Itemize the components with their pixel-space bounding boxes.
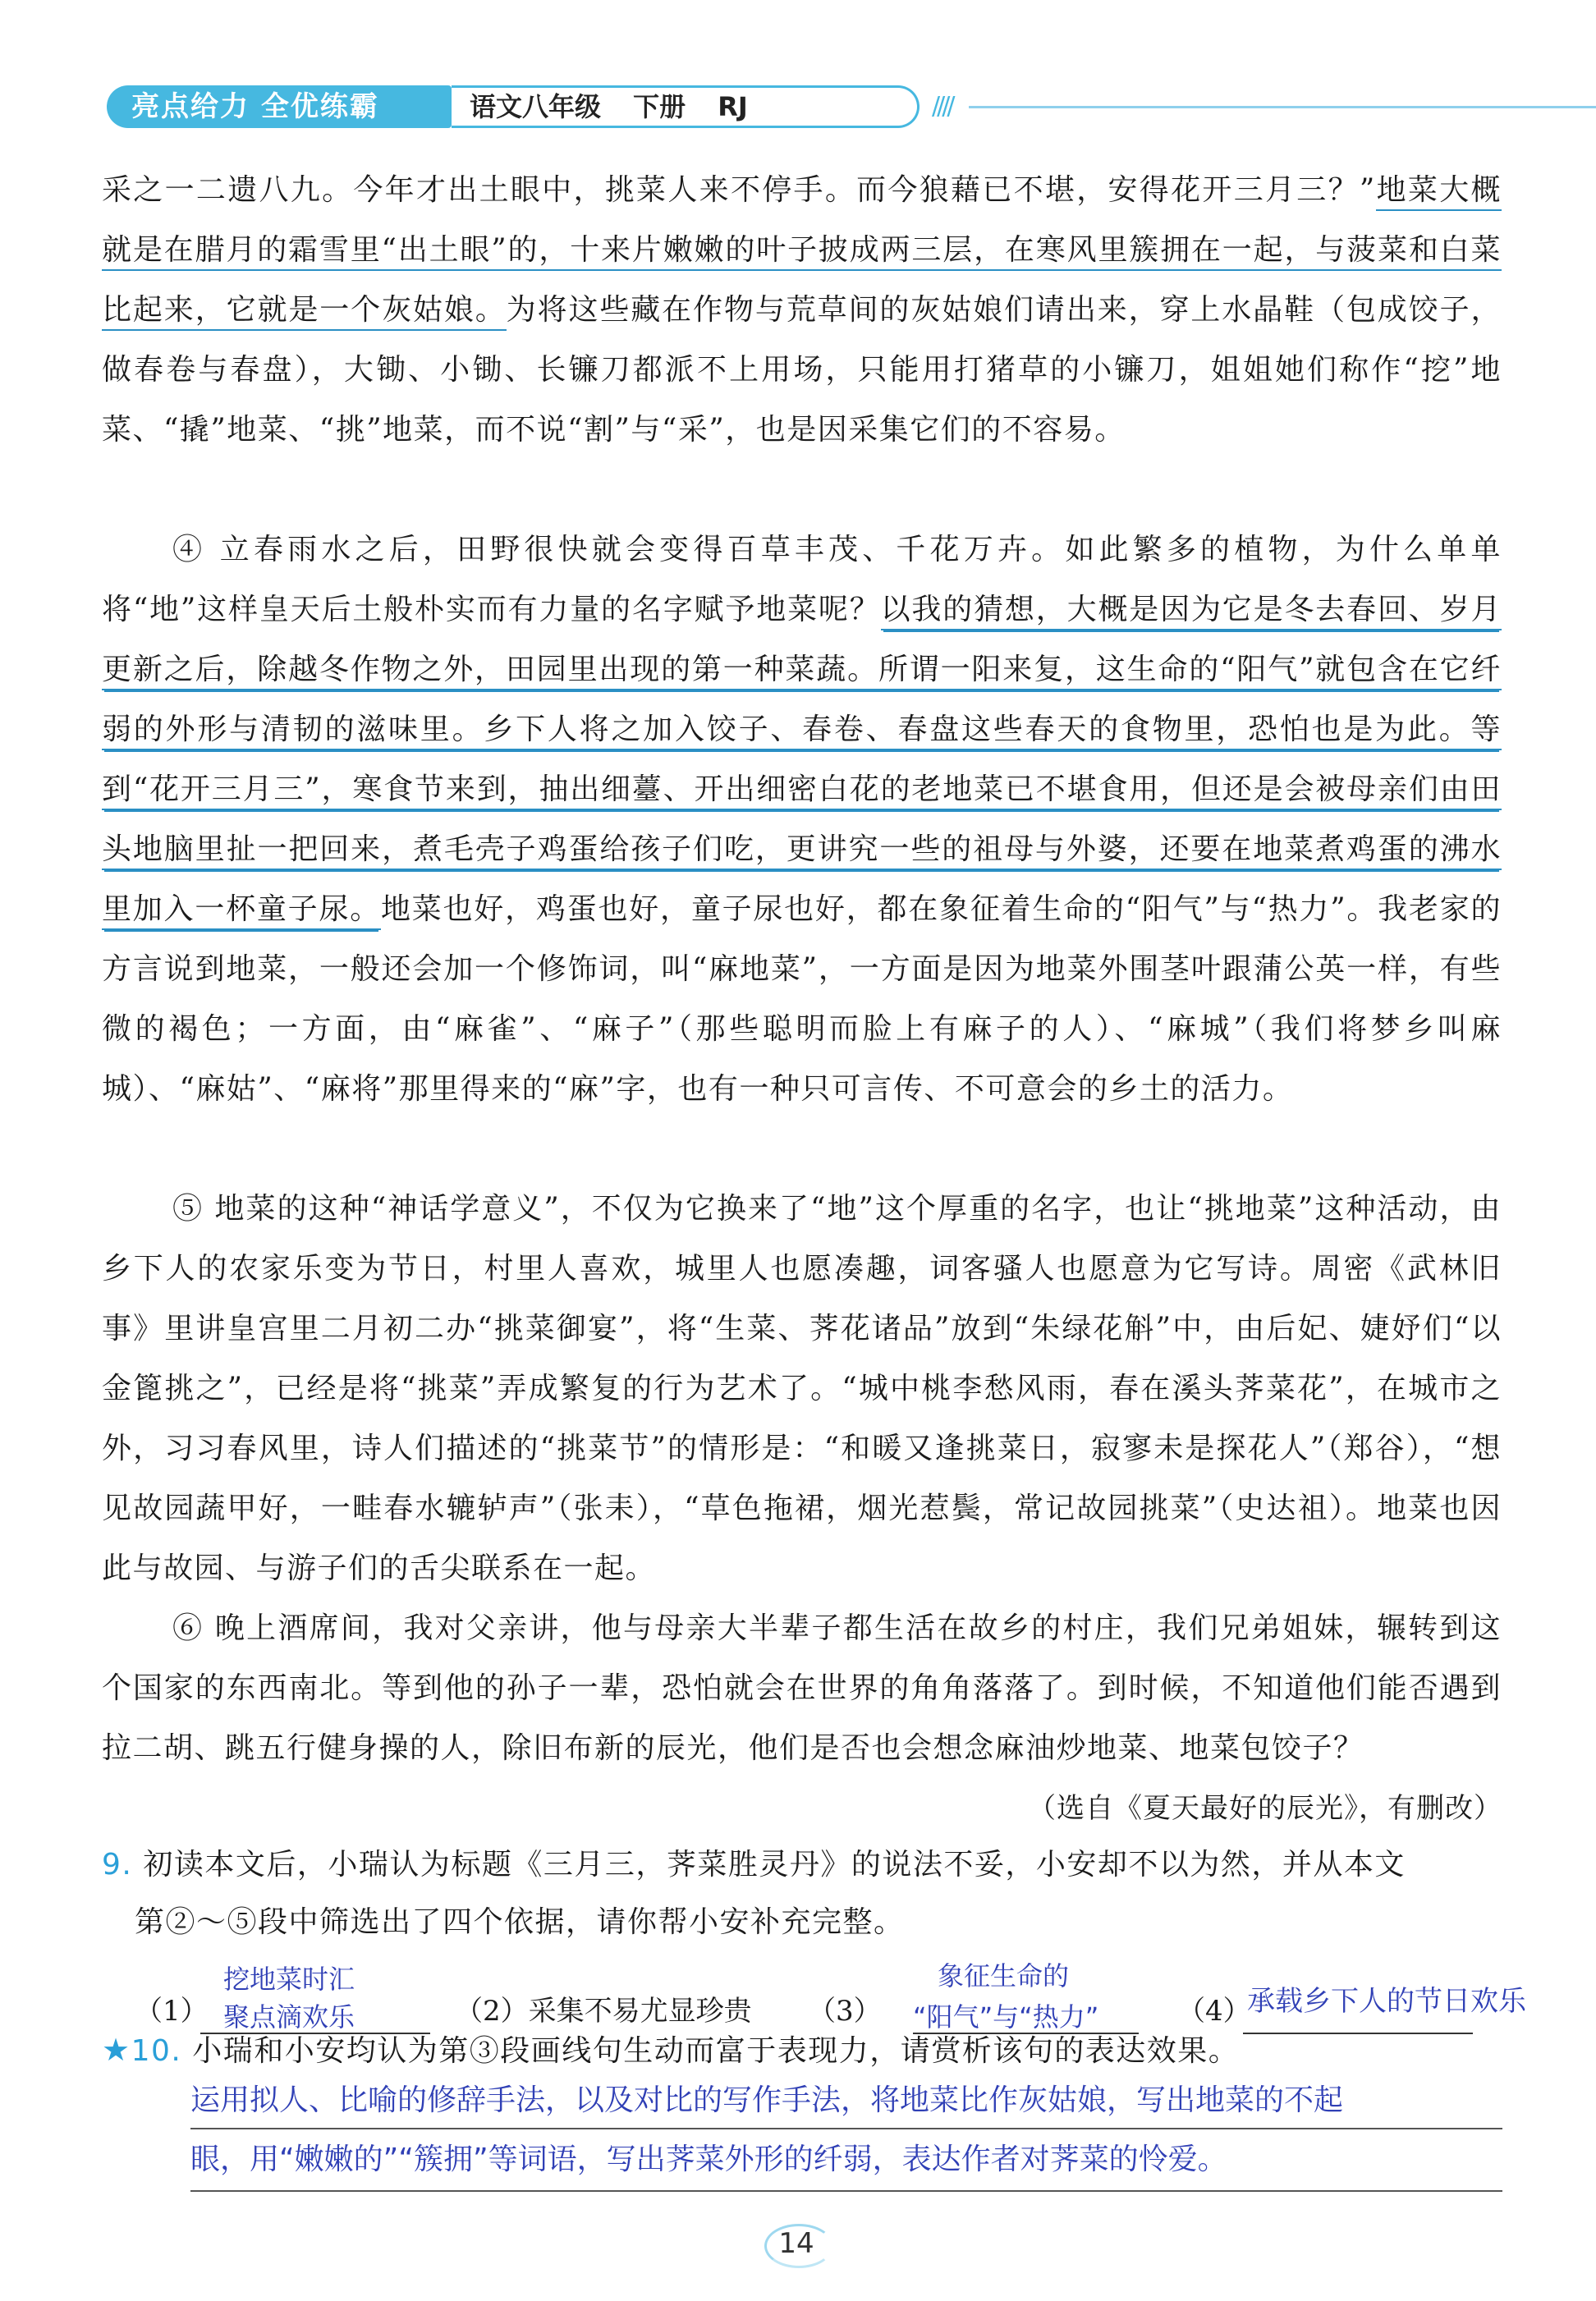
question-9-text-2: 第②～⑤段中筛选出了四个依据，请你帮小安补充完整。 — [135, 1905, 905, 1939]
p3-text-b: 为将这些藏在作物与荒草间的灰姑娘们请出来，穿上水晶鞋（包成饺子，做春卷与春盘），大锄、小锄、长镰刀都派不上用场，只能用打猪草的小镰刀，姐姐她们称作“挖”地菜、“撬”地菜、“挑”地菜，而不说“割”与“采”，也是因采集它们的不容易。 — [102, 293, 1502, 447]
answer-1-label: （1） — [135, 1995, 209, 2028]
paragraph-5: ⑤ 地菜的这种“神话学意义”，不仅为它换来了“地”这个厚重的名字，也让“挑地菜”这种活动，由乡下人的农家乐变为节日，村里人喜欢，城里人也愿凑趣，词客骚人也愿意为它写诗。周密《武林旧事》里讲皇宫里二月初二办“挑菜御宴”，将“生菜、荠花诸品”放到“朱绿花斛”中，由后妃、婕妤们“以金篦挑之”，已经是将“挑菜”弄成繁复的行为艺术了。“城中桃李愁风雨，春在溪头荠菜花”，在城市之外，习习春风里，诗人们描述的“挑菜节”的情形是：“和暖又逢挑菜日，寂寥未是探花人”（郑谷），“想见故园蔬甲好，一畦春水辘轳声”（张耒），“草色拖裙，烟光惹鬓，常记故园挑菜”（史达祖）。地菜也因此与故园、与游子们的舌尖联系在一起。 — [102, 1192, 1502, 1585]
answer-10-handwriting-line-1: 运用拟人、比喻的修辞手法，以及对比的写作手法，将地菜比作灰姑娘，写出地菜的不起 — [190, 2083, 1344, 2117]
question-9-number: 9. — [102, 1848, 133, 1882]
answer-1-handwriting-line-1: 挖地菜时汇 — [223, 1964, 355, 1995]
series-brand: 亮点给力 全优练霸 — [107, 85, 452, 128]
page-number: 14 — [759, 2221, 833, 2267]
p3-text-a: 采之一二遗八九。今年才出土眼中，挑菜人来不停手。而今狼藉已不堪，安得花开三月三？” — [102, 173, 1376, 207]
header-decoration: //// — [932, 92, 952, 121]
p4-text-a: ④ 立春雨水之后，田野很快就会变得百草丰茂、千花万卉。如此繁多的植物，为什么单单将“地”这样皇天后土般朴实而有力量的名字赋予地菜呢？ — [102, 533, 1502, 626]
question-10-text: 小瑞和小安均认为第③段画线句生动而富于表现力，请赏析该句的表达效果。 — [192, 2034, 1240, 2068]
source-citation: （选自《夏天最好的辰光》，有删改） — [1028, 1792, 1502, 1825]
question-9-line-2 — [135, 1894, 1547, 1951]
paragraph-4 — [102, 520, 1502, 1119]
p3-underlined-sentence: 地菜大概就是在腊月的霜雪里“出土眼”的，十来片嫩嫩的叶子披成两三层，在寒风里簇拥在一起，与菠菜和白菜比起来，它就是一个灰姑娘。 — [102, 173, 1502, 331]
question-9 — [102, 1836, 1514, 1894]
paragraph-3-tail — [102, 160, 1502, 460]
answer-2-text: （2）采集不易尤显珍贵 — [455, 1995, 752, 2028]
star-icon: ★ — [102, 2032, 131, 2068]
question-10-number: 10. — [131, 2034, 182, 2068]
p4-text-b: 地菜也好，鸡蛋也好，童子尿也好，都在象征着生命的“阳气”与“热力”。我老家的方言说到地菜，一般还会加一个修饰词，叫“麻地菜”，一方面是因为地菜外围茎叶跟蒲公英一样，有些微的褐色；一方面，由“麻雀”、“麻子”（那些聪明而脸上有麻子的人）、“麻城”（我们将梦乡叫麻城）、“麻姑”、“麻将”那里得来的“麻”字，也有一种只可言传、不可意会的乡土的活力。 — [102, 892, 1502, 1106]
question-9-text-1: 初读本文后，小瑞认为标题《三月三，荠菜胜灵丹》的说法不妥，小安却不以为然，并从本文 — [143, 1848, 1406, 1882]
subject-label: 语文八年级 下册 RJ — [452, 85, 920, 128]
answer-4-handwriting: 承载乡下人的节日欢乐 — [1247, 1985, 1526, 2018]
paragraph-6: ⑥ 晚上酒席间，我对父亲讲，他与母亲大半辈子都生活在故乡的村庄，我们兄弟姐妹，辗转到这个国家的东西南北。等到他的孙子一辈，恐怕就会在世界的角角落落了。到时候，不知道他们能否遇到拉二胡、跳五行健身操的人，除旧布新的辰光，他们是否也会想念麻油炒地菜、地菜包饺子？ — [102, 1611, 1502, 1765]
answer-3-handwriting-line-2: “阳气”与“热力” — [913, 2001, 1099, 2033]
answer-10-rule-2[interactable] — [190, 2190, 1502, 2192]
answer-1-handwriting-line-2: 聚点滴欢乐 — [223, 2001, 355, 2033]
p4-underlined-text: 以我的猜想，大概是因为它是冬去春回、岁月更新之后，除越冬作物之外，田园里出现的第一种菜蔬。所谓一阳来复，这生命的“阳气”就包含在它纤弱的外形与清韧的滋味里。乡下人将之加入饺子、春卷、春盘这些春天的食物里，恐怕也是为此。等到“花开三月三”，寒食节来到，抽出细薹、开出细密白花的老地菜已不堪食用，但还是会被母亲们由田头地脑里扯一把回来，煮毛壳子鸡蛋给孩子们吃，更讲究一些的祖母与外婆，还要在地菜煮鸡蛋的沸水里加入一杯童子尿。 — [102, 593, 1502, 930]
answer-3-label: （3） — [808, 1995, 882, 2028]
answer-4-label: （4） — [1177, 1995, 1251, 2028]
header-rule — [969, 106, 1596, 108]
answer-3-handwriting-line-1: 象征生命的 — [938, 1960, 1070, 1992]
page-header — [107, 85, 1502, 131]
answer-10-handwriting-line-2: 眼，用“嫩嫩的”“簇拥”等词语，写出荠菜外形的纤弱，表达作者对荠菜的怜爱。 — [190, 2143, 1227, 2176]
